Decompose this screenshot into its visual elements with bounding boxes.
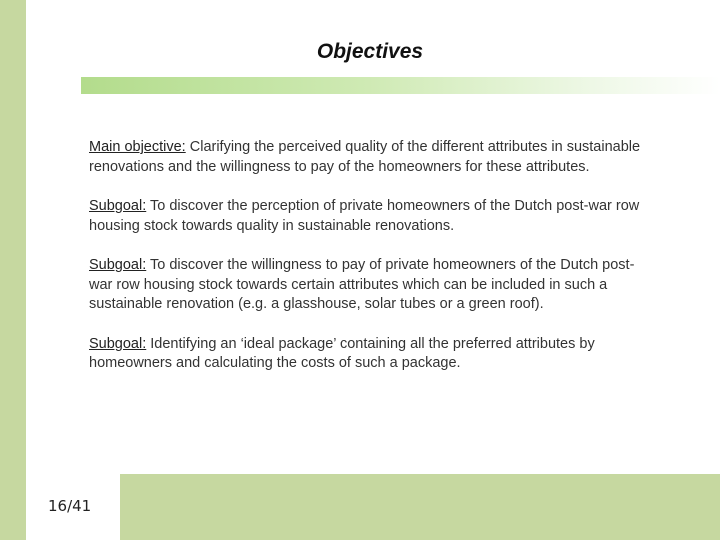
subgoal-label: Subgoal: (89, 335, 147, 352)
objectives-list (89, 138, 649, 394)
subgoal-ideal-package (89, 335, 649, 374)
objective-label: Main objective: (89, 139, 186, 155)
objective-text: Clarifying the perceived quality of the different attributes in sustainable renovations and the willingness to pay of the homeowners for these attributes. (89, 139, 641, 175)
subgoal-text: Identifying an ‘ideal package’ containing all the preferred attributes by homeowners and calculating the costs of such a package. (89, 335, 595, 371)
page-number: 16/41 (48, 497, 92, 515)
title-underline-bar (81, 77, 720, 94)
subgoal-label: Subgoal: (89, 257, 147, 273)
subgoal-label: Subgoal: (89, 198, 147, 214)
slide-title: Objectives (316, 40, 424, 63)
left-decorative-band (0, 0, 26, 540)
subgoal-text: To discover the willingness to pay of private homeowners of the Dutch post-war row housing stock towards certain attributes which can be included in such a sustainable renovation (e.g. a glasshouse, solar tubes or a green roof). (89, 257, 635, 312)
main-objective (89, 138, 649, 177)
subgoal-willingness-to-pay (89, 256, 649, 315)
subgoal-text: To discover the perception of private homeowners of the Dutch post-war row housing stock towards quality in sustainable renovations. (89, 198, 640, 234)
subgoal-perception (89, 197, 649, 236)
